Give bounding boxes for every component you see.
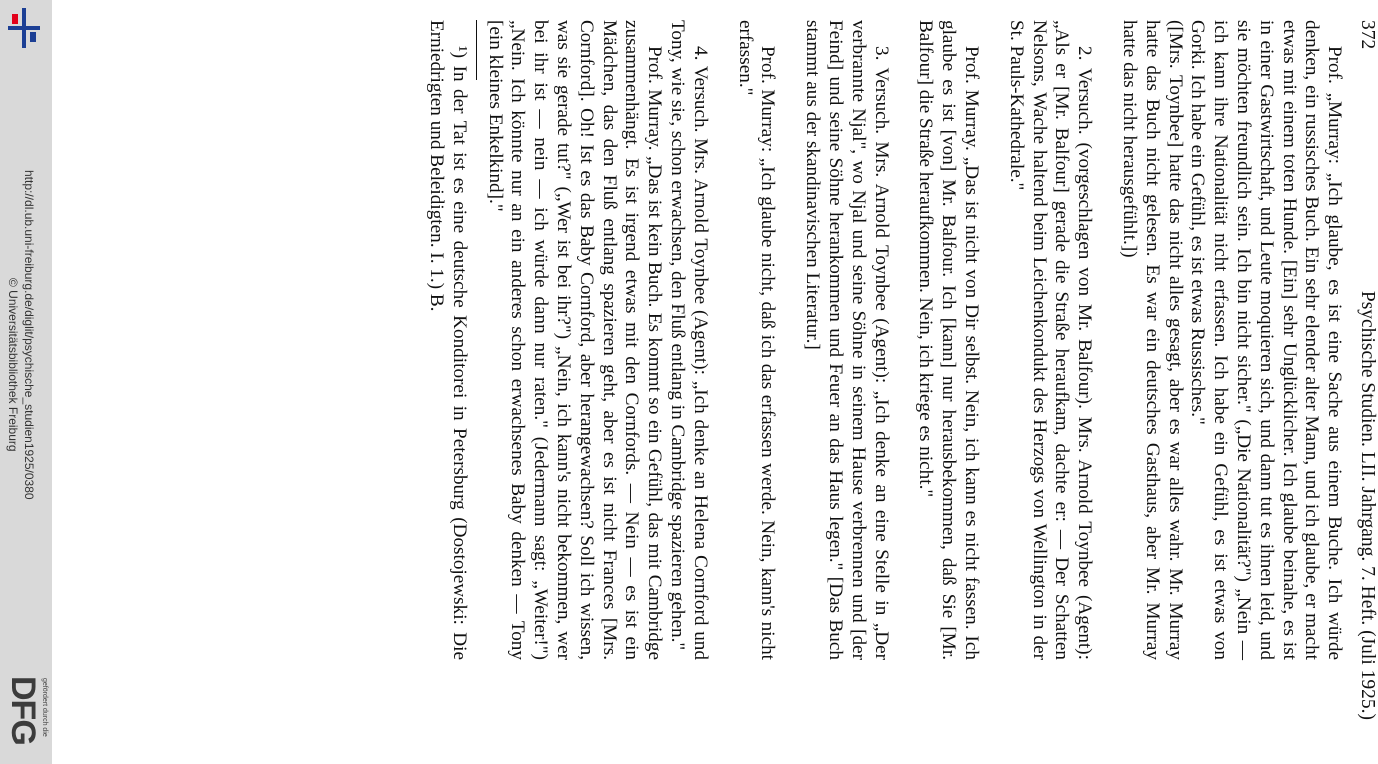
source-url[interactable]: http://dl.ub.uni-freiburg.de/diglit/psychische_studien1925/0380: [22, 170, 36, 500]
ub-freiburg-logo: [4, 6, 44, 50]
footnote: ¹) In der Tat ist es eine deutsche Konditorei in Petersburg (Dostojewski: Die Erniedrigten und Beleidigten. I. 1.) B.: [426, 20, 470, 660]
scanned-page: [52, 0, 1378, 764]
paragraph: 3. Versuch. Mrs. Arnold Toynbee (Agent): „Ich denke an eine Stelle in „Der verbrannte Njal", wo Njal und seine Söhne in seinem Hause verbrennen und [der Feind] und seine Söhne herankommen und Feuer an das Haus legen." [Das Buch stammt aus der skandinavischen Literatur.]: [802, 20, 892, 660]
copyright-notice: © Universitätsbibliothek Freiburg: [6, 278, 20, 452]
funded-by-label: gefördert durch die: [41, 678, 48, 737]
paragraph: ([Mrs. Toynbee] hatte das nicht alles gesagt, aber es war alles wahr. Mr. Murray hatte das Buch nicht gelesen. Es war ein deutsches Gasthaus, aber Mr. Murray hatte das nicht herausgefühlt.]): [1119, 20, 1186, 660]
page-content: [424, 20, 1378, 740]
viewer-sidebar: [0, 0, 52, 764]
paragraph: Prof. Murray: „Ich glaube nicht, daß ich das erfassen werde. Nein, kann's nicht erfassen.": [734, 20, 779, 660]
footnote-rule: [476, 20, 477, 80]
running-title: Psychische Studien. LII. Jahrgang. 7. Heft. (Juli 1925.): [1357, 290, 1378, 720]
paragraph: 2. Versuch. (vorgeschlagen von Mr. Balfour). Mrs. Arnold Toynbee (Agent): „Als er [Mr. Balfour] gerade die Straße heraufkam, dachte er: — Der Schatten Nelsons, Wache haltend beim Leichenkondukt des Herzogs von Wellington in der St. Pauls-Kathedrale.": [1005, 20, 1096, 660]
page-header: [1355, 20, 1378, 720]
paragraph: Prof. „Murray: „Ich glaube, es ist eine Sache aus einem Buche. Ich würde denken, ein russisches Buch. Ein sehr elender alter Mann, und ich glaube, er macht etwas mit einem toten Hunde. [Ein] sehr Unglücklicher. Ich glaube beinahe, es ist in einer Gastwirtschaft, und Leute moquieren sich, und dann tut es ihnen leid, und sie möchten freundlich sein. Ich bin nicht sicher." („Die Nationalität?") „Nein — ich kann ihre Nationalität nicht erfassen. Ich habe ein Gefühl, es ist etwas von Gorki. Ich habe ein Gefühl, es ist etwas Russisches.": [1187, 20, 1346, 660]
paragraph: Prof. Murray. „Das ist kein Buch. Es kommt so ein Gefühl, das mit Cambridge zusammenhängt. Es ist irgend etwas mit den Cornfords. — Nein — es ist ein Mädchen, das den Fluß entlang spazieren geht, aber es ist nicht Frances [Mrs. Cornford]. Oh! Ist es das Baby Cornford, aber herangewachsen? Soll ich wissen, was sie gerade tut?" („Wer ist bei ihr?") „Nein, ich kann's nicht bekommen, wer bei ihr ist — nein — ich würde dann nur raten." (Jedermann sagt: „Weiter!") „Nein. Ich könnte nur an ein anderes schon erwachsenes Baby denken — Tony [ein kleines Enkelkind].": [484, 20, 666, 660]
page-number: 372: [1357, 20, 1378, 50]
paragraph: Prof. Murray. „Das ist nicht von Dir selbst. Nein, ich kann es nicht fassen. Ich glaube es ist [von] Mr. Balfour. Ich [kann] nur herausbekommen, daß Sie [Mr. Balfour] die Straße heraufkommen. Nein, ich kriege es nicht.": [915, 20, 983, 660]
dfg-logo: DFG: [4, 676, 42, 745]
paragraph: 4. Versuch. Mrs. Arnold Toynbee (Agent): „Ich denke an Helena Cornford und Tony, wie sie, schon erwachsen, den Fluß entlang in Cambridge spazieren gehen.": [667, 20, 711, 660]
